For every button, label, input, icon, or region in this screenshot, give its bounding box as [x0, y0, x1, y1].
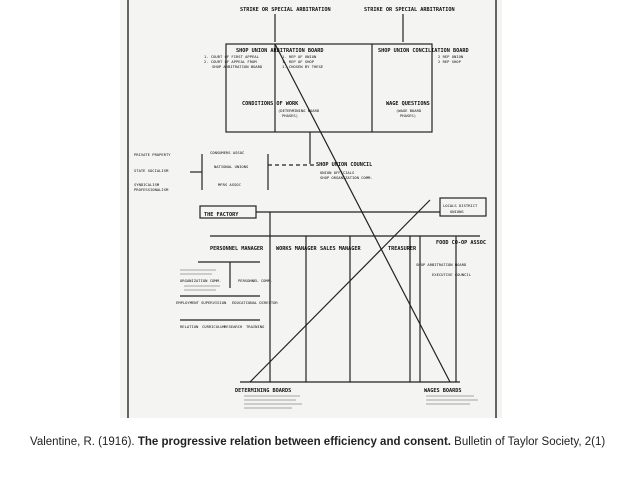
shop-union-council: SHOP UNION COUNCIL — [316, 162, 373, 168]
consumers-assoc: CONSUMERS ASSOC — [210, 150, 245, 155]
professionalism: PROFESSIONALISM — [134, 187, 169, 192]
diagram-scan — [120, 0, 502, 418]
org-comm: ORGANIZATION COMM. — [180, 278, 222, 283]
wage-boards-paren: (WAGE BOARD — [396, 108, 422, 113]
union-officials: UNION OFFICIALS — [320, 170, 355, 175]
determining-boards: DETERMINING BOARDS — [235, 388, 292, 394]
phases: PHASES) — [282, 113, 299, 118]
unions: UNIONS — [450, 209, 464, 214]
training: TRAINING — [246, 324, 265, 329]
header-left: STRIKE OR SPECIAL ARBITRATION — [240, 7, 331, 13]
conciliation-board: SHOP UNION CONCILIATION BOARD — [378, 48, 469, 54]
sales-manager: SALES MANAGER — [320, 246, 361, 252]
conc-2: 2 REP SHOP — [438, 59, 461, 64]
personnel-manager: PERSONNEL MANAGER — [210, 246, 264, 252]
mfrs-assoc: MFRS ASSOC — [218, 182, 241, 187]
caption-title: The progressive relation between efficiency and consent. — [137, 436, 451, 448]
wage-questions: WAGE QUESTIONS — [386, 101, 430, 107]
private-property: PRIVATE PROPERTY — [134, 152, 171, 157]
shop-arb-board: SHOP ARBITRATION BOARD — [416, 262, 467, 267]
curriculum: CURRICULUM — [202, 324, 225, 329]
syndicalism: SYNDICALISM — [134, 182, 160, 187]
conc-1: 2 REP UNION — [438, 54, 464, 59]
locals-district: LOCALS DISTRICT — [443, 203, 478, 208]
sub-mid-3: 1. CHOSEN BY THESE — [282, 64, 324, 69]
sub-mid-1: 1. REP OF UNION — [282, 54, 317, 59]
the-factory: THE FACTORY — [204, 212, 239, 218]
determining-paren: (DETERMINING BOARD — [278, 108, 320, 113]
wages-boards: WAGES BOARDS — [424, 388, 462, 394]
caption-author: Valentine, R. (1916). — [30, 436, 138, 448]
header-right: STRIKE OR SPECIAL ARBITRATION — [364, 7, 455, 13]
diagram-svg — [120, 0, 502, 418]
works-manager: WORKS MANAGER — [276, 246, 317, 252]
employment-supervision: EMPLOYMENT SUPERVISION — [176, 300, 227, 305]
caption — [30, 434, 610, 450]
relation: RELATION — [180, 324, 199, 329]
shop-union-board: SHOP UNION ARBITRATION BOARD — [236, 48, 324, 54]
personnel-comm: PERSONNEL COMM. — [238, 278, 273, 283]
shop-org-comm: SHOP ORGANIZATION COMM. — [320, 175, 373, 180]
sub-left-2: 2. COURT OF APPEAL FROM — [204, 59, 257, 64]
research: RESEARCH — [224, 324, 243, 329]
national-unions: NATIONAL UNIONS — [214, 164, 249, 169]
state-socialism: STATE SOCIALISM — [134, 168, 169, 173]
executive-council: EXECUTIVE COUNCIL — [432, 272, 471, 277]
sub-mid-2: 1. REP OF SHOP — [282, 59, 315, 64]
sub-left-3: SHOP ARBITRATION BOARD — [212, 64, 263, 69]
conditions-of-work: CONDITIONS OF WORK — [242, 101, 299, 107]
treasurer: TREASURER — [388, 246, 417, 252]
food-coop: FOOD CO-OP ASSOC — [436, 240, 486, 246]
caption-source: Bulletin of Taylor Society, 2(1) — [450, 436, 606, 448]
educational-director: EDUCATIONAL DIRECTOR — [232, 300, 278, 305]
sub-left-1: 1. COURT OF FIRST APPEAL — [204, 54, 259, 59]
phases-2: PHASES) — [400, 113, 417, 118]
